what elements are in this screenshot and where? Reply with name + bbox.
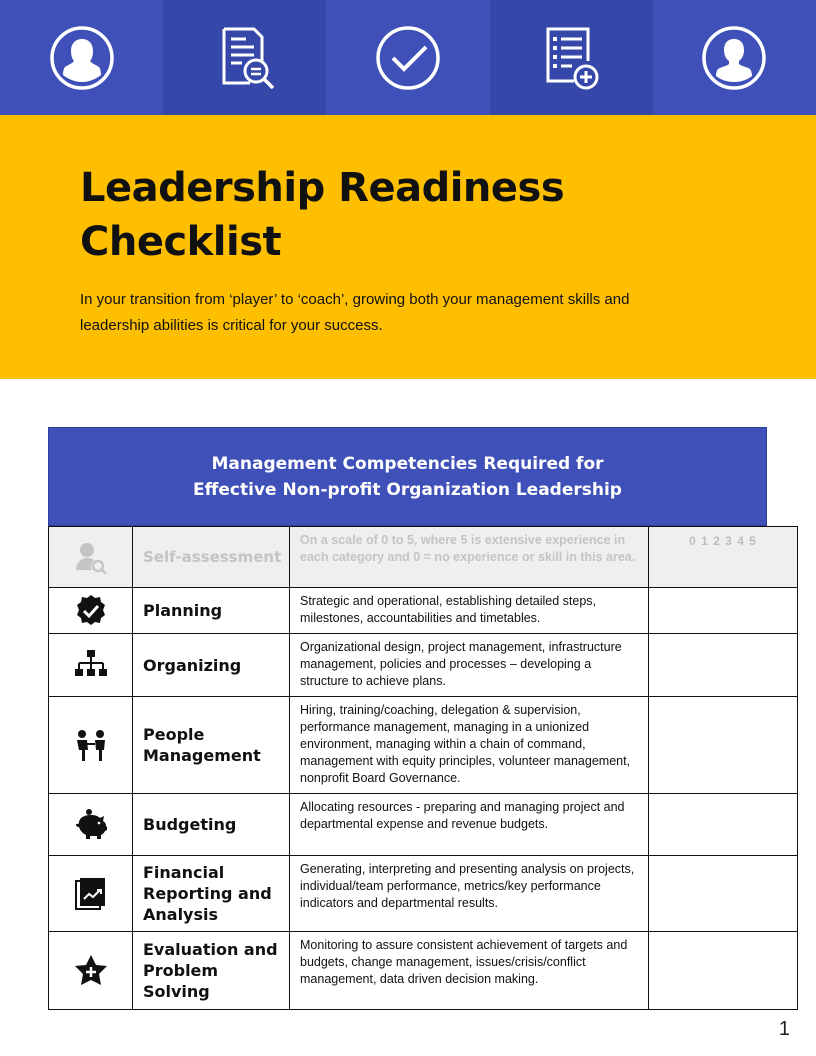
financial-report-icon xyxy=(74,877,108,911)
row-score-cell[interactable] xyxy=(649,932,798,1010)
row-icon-cell xyxy=(49,794,133,856)
legend-description: On a scale of 0 to 5, where 5 is extensive experience in each category and 0 = no experience or skill in this area. xyxy=(290,527,649,588)
table-row xyxy=(49,932,798,1010)
row-description: Allocating resources - preparing and managing project and departmental expense and revenue budgets. xyxy=(290,794,649,856)
legend-name: Self-assessment xyxy=(133,527,290,588)
add-list-icon xyxy=(538,25,604,91)
checkmark-circle-icon xyxy=(375,25,441,91)
top-cell-checkmark xyxy=(326,0,489,115)
row-description: Organizational design, project management, infrastructure management, policies and processes – developing a structure to achieve plans. xyxy=(290,634,649,697)
row-name: Organizing xyxy=(133,634,290,697)
row-description: Generating, interpreting and presenting analysis on projects, individual/team performance, metrics/key performance indicators and departmental results. xyxy=(290,856,649,932)
user-search-icon xyxy=(74,540,108,574)
row-icon-cell xyxy=(49,588,133,634)
table-row xyxy=(49,856,798,932)
star-plus-icon xyxy=(74,954,108,988)
top-cell-document-search xyxy=(163,0,326,115)
table-row xyxy=(49,697,798,794)
row-name: Evaluation and Problem Solving xyxy=(133,932,290,1010)
row-name: People Management xyxy=(133,697,290,794)
top-cell-female-user xyxy=(0,0,163,115)
top-cell-add-list xyxy=(490,0,653,115)
hero-section xyxy=(0,115,816,379)
table-header-line2: Effective Non-profit Organization Leadership xyxy=(193,479,622,500)
page-number: 1 xyxy=(778,1018,790,1040)
org-chart-icon xyxy=(74,648,108,682)
row-icon-cell xyxy=(49,932,133,1010)
table-row xyxy=(49,634,798,697)
people-icon xyxy=(74,728,108,762)
top-icon-bar xyxy=(0,0,816,115)
verified-badge-icon xyxy=(74,594,108,628)
row-name: Financial Reporting and Analysis xyxy=(133,856,290,932)
row-score-cell[interactable] xyxy=(649,697,798,794)
row-score-cell[interactable] xyxy=(649,634,798,697)
row-description: Strategic and operational, establishing detailed steps, milestones, accountabilities and timetables. xyxy=(290,588,649,634)
male-user-icon xyxy=(701,25,767,91)
row-name: Planning xyxy=(133,588,290,634)
table-row xyxy=(49,794,798,856)
row-icon-cell xyxy=(49,634,133,697)
top-cell-male-user xyxy=(653,0,816,115)
row-score-cell[interactable] xyxy=(649,794,798,856)
table-header xyxy=(48,427,767,526)
legend-scale: 0 1 2 3 4 5 xyxy=(649,527,798,588)
female-user-icon xyxy=(49,25,115,91)
checklist-table xyxy=(48,427,767,1010)
intro-text: In your transition from ‘player’ to ‘coach’, growing both your management skills and leadership abilities is critical for your success. xyxy=(80,291,630,334)
piggy-bank-icon xyxy=(74,808,108,842)
legend-icon-cell xyxy=(49,527,133,588)
row-score-cell[interactable] xyxy=(649,588,798,634)
row-icon-cell xyxy=(49,856,133,932)
row-description: Hiring, training/coaching, delegation & supervision, performance management, managing in a unionized environment, managing within a chain of command, management with equity principles, volunteer management, nonprofit Board Governance. xyxy=(290,697,649,794)
table-header-line1: Management Competencies Required for xyxy=(211,453,604,474)
row-score-cell[interactable] xyxy=(649,856,798,932)
competency-table xyxy=(48,526,798,1010)
row-name: Budgeting xyxy=(133,794,290,856)
row-icon-cell xyxy=(49,697,133,794)
legend-row xyxy=(49,527,798,588)
row-description: Monitoring to assure consistent achievement of targets and budgets, change management, issues/crisis/conflict management, data driven decision making. xyxy=(290,932,649,1010)
document-search-icon xyxy=(212,25,278,91)
page-title: Leadership Readiness Checklist xyxy=(80,165,565,265)
table-row xyxy=(49,588,798,634)
